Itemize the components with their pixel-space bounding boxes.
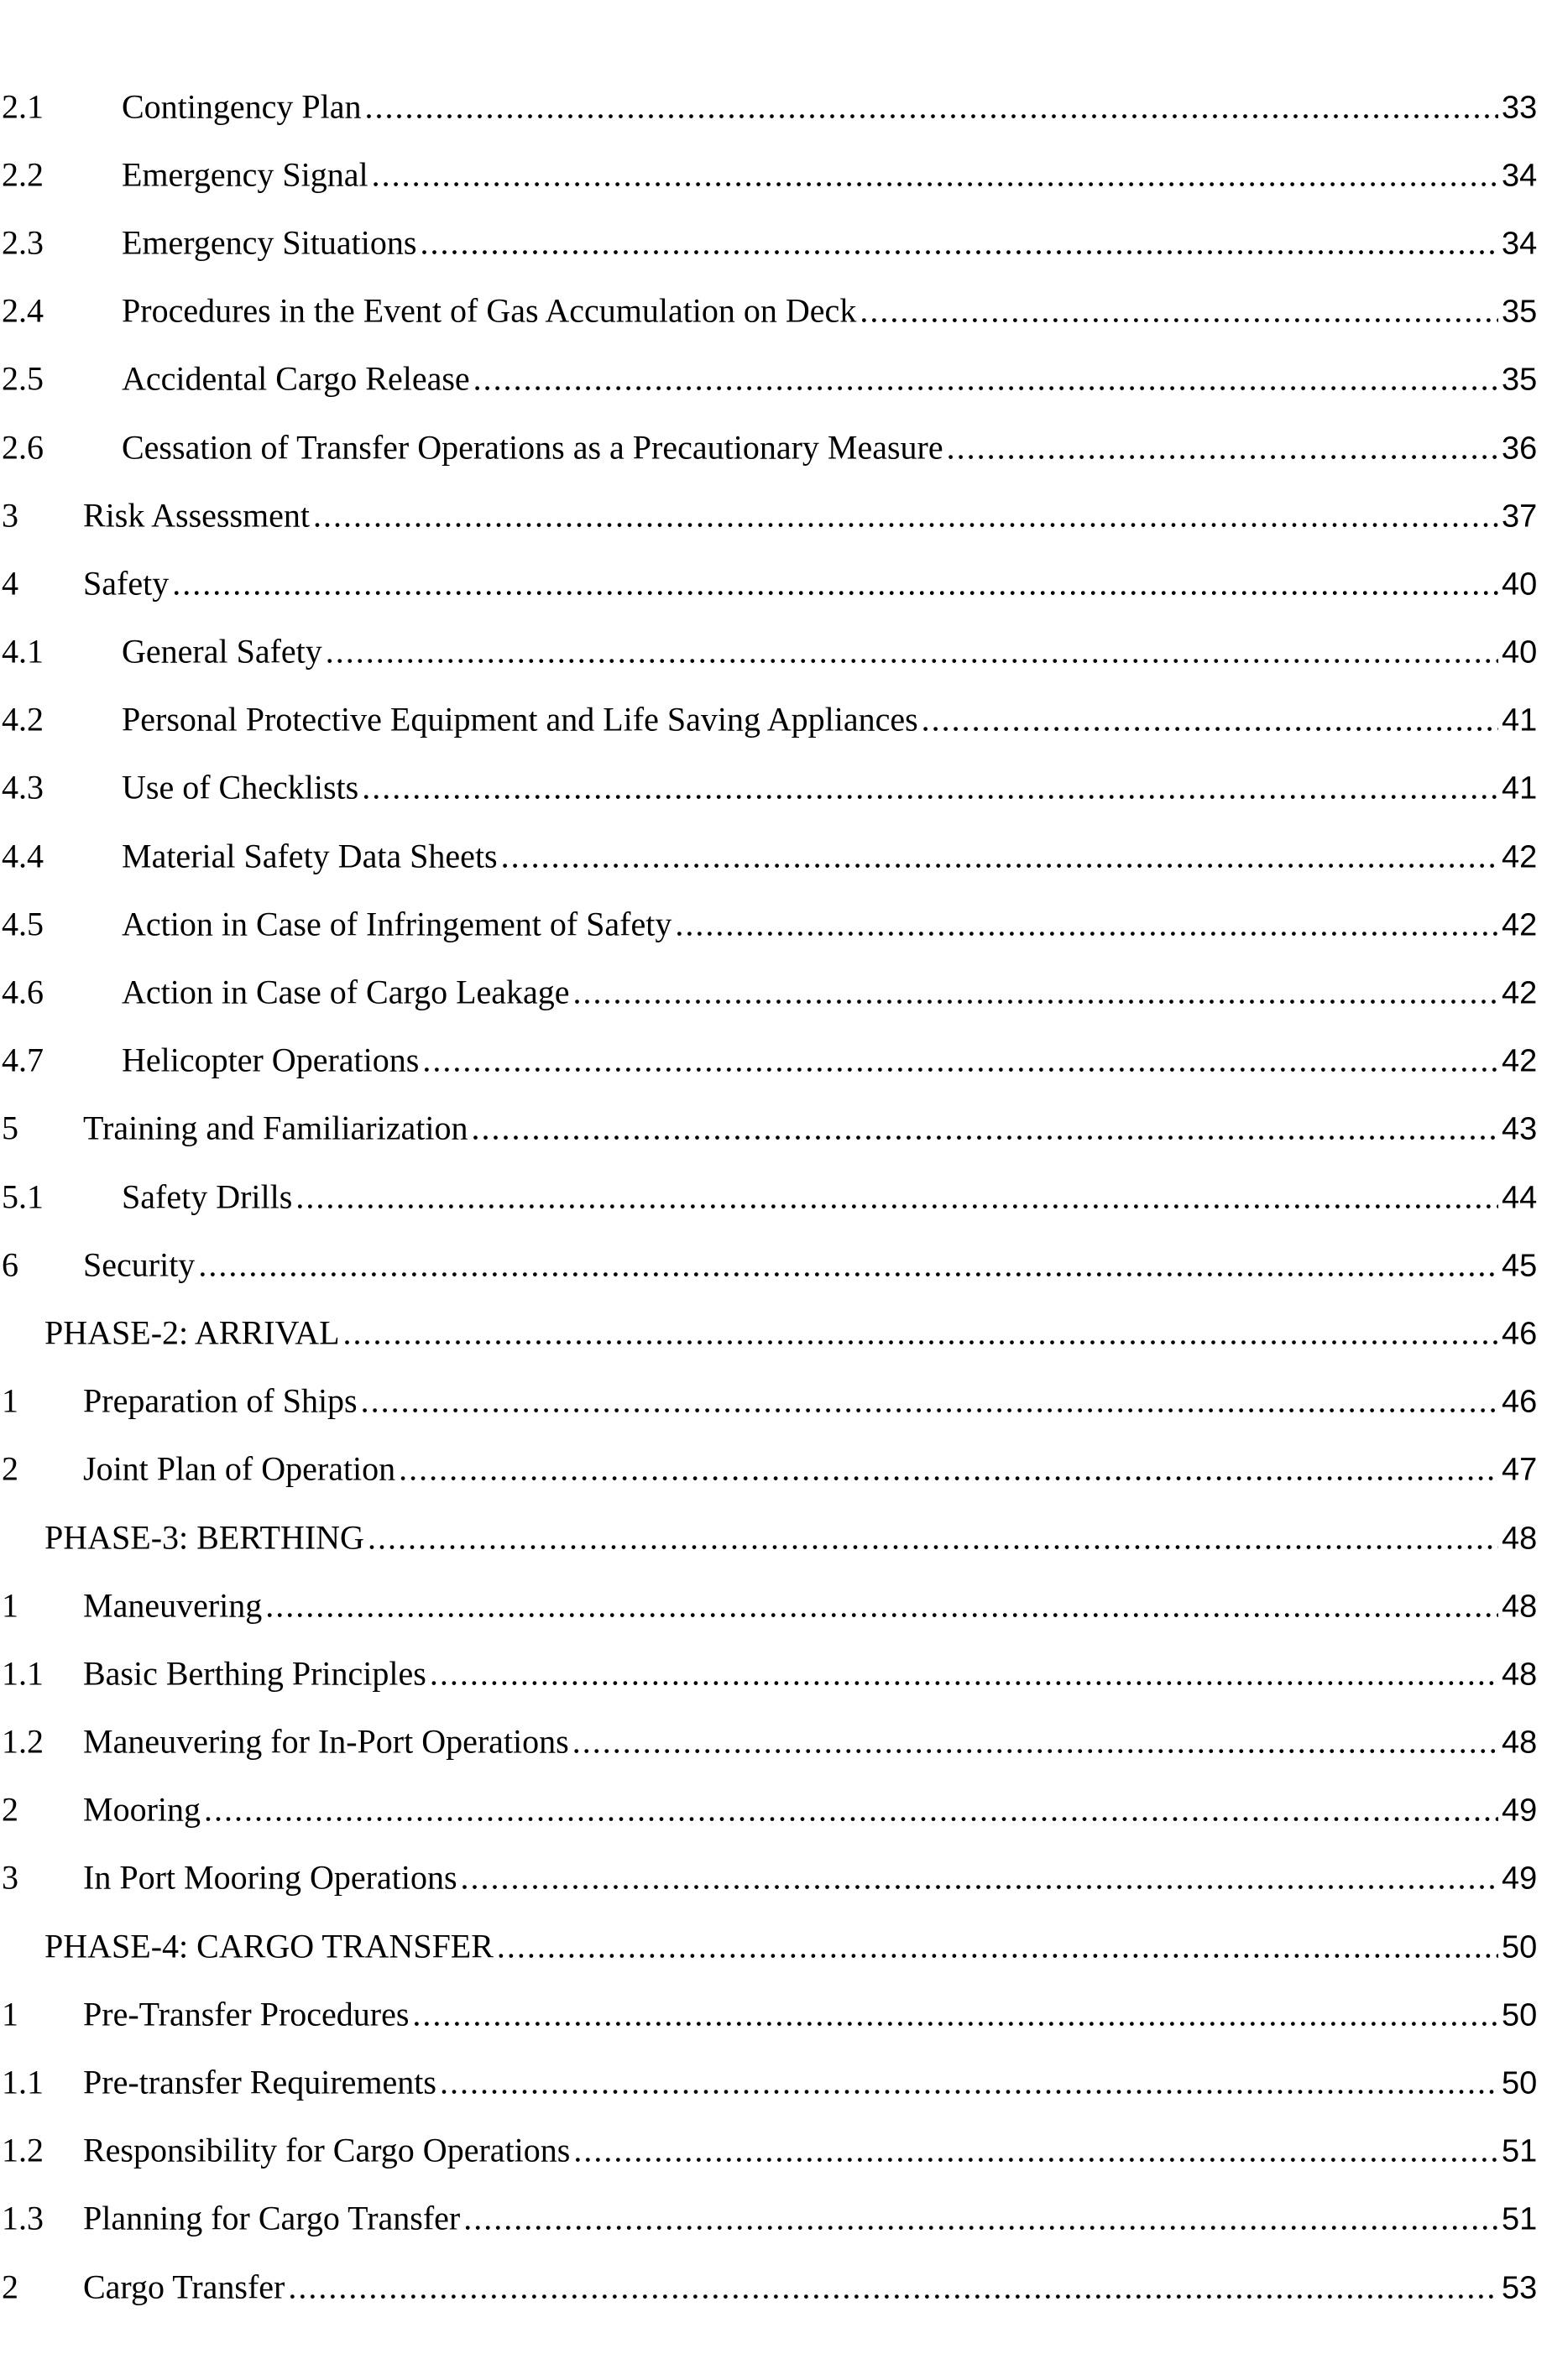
- page-number: 34: [1502, 226, 1538, 262]
- dot-leader: [497, 1926, 1498, 1965]
- section-number: 5.1: [2, 1177, 44, 1216]
- toc-entry[interactable]: [0, 1779, 1552, 1847]
- section-title[interactable]: Emergency Signal: [122, 155, 368, 194]
- section-number: 4.3: [2, 769, 44, 807]
- dot-leader: [313, 495, 1498, 535]
- dot-leader: [372, 155, 1498, 195]
- dot-leader: [440, 2063, 1498, 2102]
- dot-leader: [947, 427, 1498, 467]
- section-number: 2.5: [2, 360, 44, 399]
- section-title[interactable]: Maneuvering for In-Port Operations: [83, 1722, 569, 1761]
- section-title[interactable]: Maneuvering: [83, 1586, 263, 1625]
- toc-entry[interactable]: [0, 1098, 1552, 1166]
- toc-entry[interactable]: [0, 2120, 1552, 2188]
- page-number: 42: [1502, 975, 1538, 1011]
- section-number: 2.4: [2, 291, 44, 330]
- toc-entry[interactable]: [0, 348, 1552, 416]
- page-number: 43: [1502, 1112, 1538, 1148]
- page-number: 46: [1502, 1384, 1538, 1420]
- dot-leader: [675, 905, 1498, 944]
- section-number: 4.7: [2, 1041, 44, 1079]
- toc-entry[interactable]: [0, 1302, 1552, 1370]
- section-title[interactable]: Security: [83, 1245, 196, 1284]
- dot-leader: [361, 1381, 1498, 1421]
- dot-leader: [295, 1177, 1498, 1216]
- dot-leader: [922, 700, 1498, 739]
- dot-leader: [288, 2267, 1498, 2306]
- dot-leader: [473, 359, 1498, 399]
- toc-entry[interactable]: [0, 552, 1552, 620]
- page-number: 35: [1502, 294, 1538, 330]
- page-number: 36: [1502, 431, 1538, 467]
- dot-leader: [365, 86, 1498, 126]
- page-number: 35: [1502, 363, 1538, 399]
- dot-leader: [461, 1858, 1498, 1897]
- section-title[interactable]: Cessation of Transfer Operations as a Precautionary Measure: [122, 428, 943, 467]
- toc-entry[interactable]: [0, 280, 1552, 348]
- dot-leader: [573, 2131, 1498, 2170]
- toc-entry[interactable]: [0, 893, 1552, 961]
- page-number: 41: [1502, 703, 1538, 739]
- section-title[interactable]: General Safety: [122, 632, 322, 671]
- dot-leader: [501, 836, 1498, 875]
- toc-entry[interactable]: [0, 2256, 1552, 2324]
- dot-leader: [368, 1517, 1498, 1557]
- toc-entry[interactable]: [0, 1711, 1552, 1779]
- section-title[interactable]: Contingency Plan: [122, 87, 362, 126]
- toc-entry[interactable]: [0, 1234, 1552, 1302]
- section-title[interactable]: Emergency Situations: [122, 223, 417, 262]
- page-number: 49: [1502, 1793, 1538, 1829]
- toc-entry[interactable]: [0, 1847, 1552, 1915]
- section-number: 6: [2, 1245, 18, 1284]
- section-number: 4.5: [2, 905, 44, 943]
- section-title[interactable]: Safety Drills: [122, 1177, 293, 1216]
- section-number: 2.2: [2, 155, 44, 194]
- section-number: 3: [2, 1859, 18, 1897]
- section-title[interactable]: In Port Mooring Operations: [83, 1859, 457, 1897]
- toc-entry[interactable]: [0, 2051, 1552, 2119]
- section-title[interactable]: Joint Plan of Operation: [83, 1450, 396, 1489]
- toc-entry[interactable]: [0, 144, 1552, 211]
- section-title[interactable]: Risk Assessment: [83, 496, 311, 535]
- toc-entry[interactable]: [0, 1642, 1552, 1710]
- section-number: 4: [2, 564, 18, 603]
- dot-leader: [422, 1041, 1498, 1080]
- toc-entry[interactable]: [0, 757, 1552, 825]
- section-title[interactable]: Pre-Transfer Procedures: [83, 1995, 410, 2033]
- toc-entry[interactable]: [0, 961, 1552, 1029]
- section-number: 4.1: [2, 632, 44, 671]
- page-number: 53: [1502, 2270, 1538, 2306]
- section-number: 2: [2, 1791, 18, 1829]
- section-title[interactable]: Responsibility for Cargo Operations: [83, 2131, 571, 2169]
- section-number: 1: [2, 1586, 18, 1625]
- dot-leader: [572, 1722, 1498, 1762]
- toc-entry[interactable]: [0, 1030, 1552, 1098]
- dot-leader: [204, 1790, 1498, 1829]
- page-number: 46: [1502, 1316, 1538, 1352]
- page-number: 42: [1502, 1043, 1538, 1079]
- section-title[interactable]: Planning for Cargo Transfer: [83, 2200, 461, 2238]
- section-number: 2: [2, 1450, 18, 1489]
- page-number: 42: [1502, 839, 1538, 875]
- page-number: 50: [1502, 1929, 1538, 1965]
- toc-entry[interactable]: [0, 1506, 1552, 1574]
- section-number: 5: [2, 1109, 18, 1148]
- page-number: 40: [1502, 566, 1538, 603]
- section-title[interactable]: Action in Case of Cargo Leakage: [122, 973, 570, 1011]
- page-number: 42: [1502, 907, 1538, 943]
- section-title[interactable]: Basic Berthing Principles: [83, 1654, 426, 1693]
- toc-entry[interactable]: [0, 1438, 1552, 1506]
- table-of-contents: [0, 76, 1552, 2324]
- page-number: 34: [1502, 158, 1538, 194]
- section-title[interactable]: Personal Protective Equipment and Life Saving Appliances: [122, 701, 918, 739]
- page-number: 51: [1502, 2202, 1538, 2238]
- dot-leader: [198, 1245, 1498, 1285]
- page-number: 40: [1502, 634, 1538, 671]
- page-number: 50: [1502, 2065, 1538, 2101]
- page-number: 48: [1502, 1657, 1538, 1693]
- page-number: 44: [1502, 1180, 1538, 1216]
- dot-leader: [430, 1654, 1498, 1694]
- section-number: 1: [2, 1381, 18, 1420]
- section-number: 1.1: [2, 1654, 44, 1693]
- page-number: 48: [1502, 1589, 1538, 1625]
- page-number: 47: [1502, 1453, 1538, 1489]
- section-title[interactable]: Procedures in the Event of Gas Accumulation on Deck: [122, 291, 857, 330]
- toc-entry[interactable]: [0, 211, 1552, 279]
- section-title[interactable]: PHASE-4: CARGO TRANSFER: [44, 1927, 494, 1965]
- section-title[interactable]: PHASE-2: ARRIVAL: [44, 1313, 340, 1352]
- section-title[interactable]: Use of Checklists: [122, 769, 359, 807]
- section-title[interactable]: Action in Case of Infringement of Safety: [122, 905, 672, 943]
- section-number: 4.4: [2, 837, 44, 875]
- page-number: 45: [1502, 1248, 1538, 1284]
- section-title[interactable]: PHASE-3: BERTHING: [44, 1518, 364, 1557]
- toc-entry[interactable]: [0, 1166, 1552, 1234]
- toc-entry[interactable]: [0, 689, 1552, 757]
- section-number: 1.3: [2, 2200, 44, 2238]
- section-title[interactable]: Helicopter Operations: [122, 1041, 420, 1079]
- section-number: 2: [2, 2268, 18, 2306]
- dot-leader: [420, 223, 1498, 263]
- toc-entry[interactable]: [0, 416, 1552, 484]
- toc-entry[interactable]: [0, 1574, 1552, 1642]
- dot-leader: [412, 1995, 1498, 2034]
- section-title[interactable]: Mooring: [83, 1791, 201, 1829]
- page-number: 48: [1502, 1521, 1538, 1557]
- page-number: 49: [1502, 1861, 1538, 1897]
- section-title[interactable]: Accidental Cargo Release: [122, 360, 470, 399]
- dot-leader: [265, 1585, 1498, 1625]
- toc-entry[interactable]: [0, 825, 1552, 893]
- section-number: 2.1: [2, 87, 44, 126]
- section-number: 4.2: [2, 701, 44, 739]
- section-number: 1.2: [2, 1722, 44, 1761]
- toc-entry[interactable]: [0, 621, 1552, 689]
- section-number: 3: [2, 496, 18, 535]
- dot-leader: [362, 768, 1498, 807]
- section-number: 4.6: [2, 973, 44, 1011]
- toc-entry[interactable]: [0, 2188, 1552, 2256]
- section-number: 2.6: [2, 428, 44, 467]
- section-title[interactable]: Cargo Transfer: [83, 2268, 285, 2306]
- toc-entry[interactable]: [0, 484, 1552, 552]
- section-number: 2.3: [2, 223, 44, 262]
- section-number: 1: [2, 1995, 18, 2033]
- page-number: 51: [1502, 2133, 1538, 2169]
- page-number: 50: [1502, 1997, 1538, 2033]
- section-title[interactable]: Preparation of Ships: [83, 1381, 358, 1420]
- toc-entry[interactable]: [0, 1983, 1552, 2051]
- dot-leader: [860, 291, 1498, 331]
- dot-leader: [573, 973, 1498, 1012]
- section-number: 1.2: [2, 2131, 44, 2169]
- dot-leader: [399, 1449, 1498, 1489]
- toc-entry[interactable]: [0, 76, 1552, 144]
- dot-leader: [172, 564, 1498, 603]
- section-title[interactable]: Material Safety Data Sheets: [122, 837, 498, 875]
- dot-leader: [471, 1109, 1498, 1148]
- section-title[interactable]: Safety: [83, 564, 170, 603]
- page-number: 48: [1502, 1725, 1538, 1761]
- section-number: 1.1: [2, 2063, 44, 2101]
- dot-leader: [326, 632, 1498, 671]
- section-title[interactable]: Training and Familiarization: [83, 1109, 468, 1148]
- page-number: 33: [1502, 90, 1538, 126]
- toc-entry[interactable]: [0, 1915, 1552, 1983]
- section-title[interactable]: Pre-transfer Requirements: [83, 2063, 436, 2101]
- page-number: 37: [1502, 498, 1538, 535]
- page-number: 41: [1502, 771, 1538, 807]
- toc-entry[interactable]: [0, 1370, 1552, 1438]
- dot-leader: [463, 2199, 1498, 2238]
- dot-leader: [343, 1313, 1498, 1353]
